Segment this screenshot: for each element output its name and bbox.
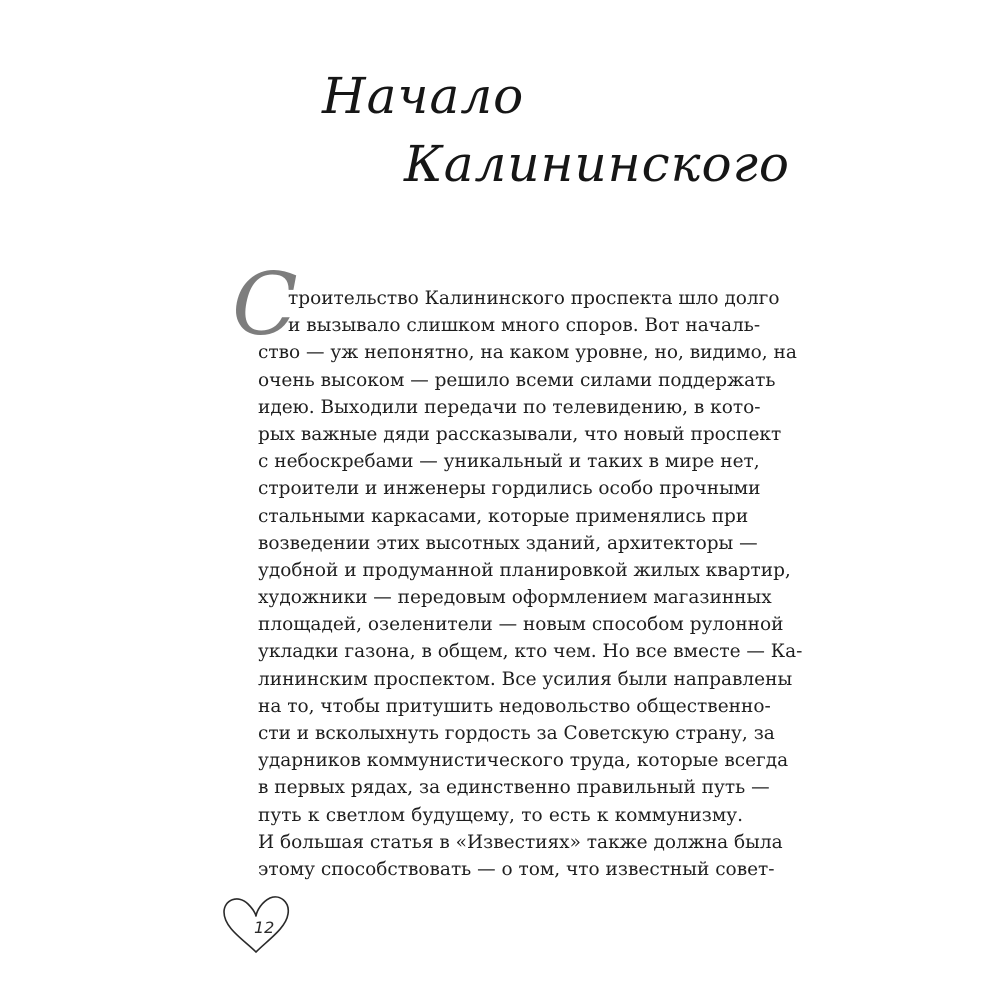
body-line: художники — передовым оформлением магазинных (258, 587, 772, 609)
body-line: троительство Калининского проспекта шло долго (288, 288, 780, 309)
chapter-title (322, 62, 790, 198)
body-line: в первых рядах, за единственно правильный путь — (258, 777, 770, 799)
body-line: строители и инженеры гордились особо прочными (258, 478, 761, 500)
body-line: путь к светлом будущему, то есть к коммунизму. (258, 804, 743, 826)
body-line: стальными каркасами, которые применялись при (258, 505, 749, 527)
chapter-title-line-1: Начало (322, 67, 525, 125)
body-line: сти и всколыхнуть гордость за Советскую страну, за (258, 723, 775, 744)
body-line: удобной и продуманной планировкой жилых квартир, (258, 559, 791, 581)
body-line: очень высоком — решило всеми силами поддержать (258, 369, 776, 391)
body-line: И большая статья в «Известиях» также должна была (258, 831, 783, 853)
body-line: рых важные дяди рассказывали, что новый проспект (258, 423, 782, 445)
body-line: идею. Выходили передачи по телевидению, в кото- (258, 396, 761, 418)
body-line: с небоскребами — уникальный и таких в мире нет, (258, 451, 760, 473)
body-line: лининским проспектом. Все усилия были направлены (258, 668, 793, 690)
body-text (258, 285, 803, 883)
body-line: ство — уж непонятно, на каком уровне, но, видимо, на (258, 342, 797, 364)
drop-cap: С (232, 255, 298, 355)
body-line: площадей, озеленители — новым способом рулонной (258, 614, 784, 636)
chapter-title-line-2: Калининского (404, 135, 790, 193)
body-line: на то, чтобы притушить недовольство общественно- (258, 695, 771, 717)
body-line: ударников коммунистического труда, которые всегда (258, 750, 789, 772)
page-number: 12 (254, 918, 275, 937)
body-line: возведении этих высотных зданий, архитекторы — (258, 532, 758, 554)
body-line: укладки газона, в общем, кто чем. Но все вместе — Ка- (258, 641, 803, 663)
body-line: и вызывало слишком много споров. Вот началь- (288, 315, 761, 337)
body-line: этому способствовать — о том, что известный совет- (258, 858, 775, 880)
